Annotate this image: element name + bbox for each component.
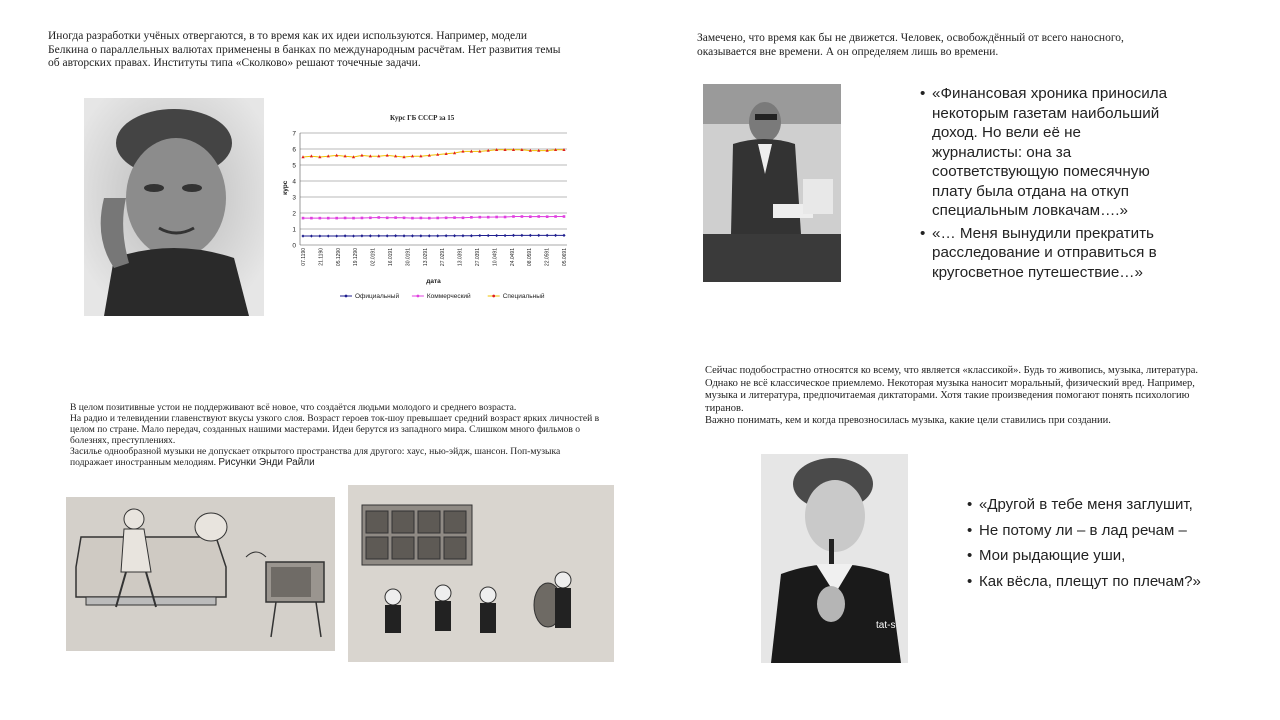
poem-line-text: Не потому ли – в лад речам – (979, 521, 1187, 539)
cartoon-orchestra-image (348, 485, 614, 662)
poem-line (967, 543, 1237, 569)
data-point (302, 217, 305, 220)
data-point (546, 234, 549, 237)
data-point (461, 234, 464, 237)
poem-line (967, 492, 1237, 518)
data-point (562, 234, 565, 237)
series-line (303, 235, 564, 236)
x-tick-label: 10.0491 (492, 248, 499, 267)
x-tick-label: 16.0191 (388, 248, 394, 267)
legend-label: Коммерческий (426, 293, 471, 300)
data-point (529, 215, 532, 218)
cartoon-tv-sofa-image (66, 497, 335, 651)
data-point (402, 234, 405, 237)
data-point (495, 234, 498, 237)
data-point (563, 215, 566, 218)
x-tick-label: 27.0291 (440, 248, 447, 267)
data-point (377, 216, 380, 219)
data-point (419, 234, 422, 237)
x-tick-label: 21.1190 (318, 248, 325, 266)
portrait-scientist-image (84, 98, 264, 316)
series-line (303, 150, 564, 157)
data-point (411, 234, 414, 237)
x-tick-label: 30.0191 (405, 248, 412, 267)
quote-item (920, 224, 1170, 283)
bullet-dot: • (967, 572, 973, 590)
poem-line-text: Как вёсла, плещут по плечам?» (979, 572, 1201, 590)
legend-marker (492, 295, 495, 298)
series-line (303, 217, 564, 219)
quote-text: «… Меня вынудили прекратить расследование и отправиться в кругосветное путешествие…» (932, 224, 1157, 281)
x-tick-label: 02.0191 (370, 248, 377, 267)
poem-line-text: «Другой в тебе меня заглушит, (979, 496, 1193, 513)
data-point (352, 234, 355, 237)
data-point (478, 234, 481, 237)
data-point (436, 217, 439, 220)
portrait-photo-scientist (84, 98, 264, 316)
data-point (520, 234, 523, 237)
data-point (327, 217, 330, 220)
data-point (521, 215, 524, 218)
data-point (453, 216, 456, 219)
data-point (487, 216, 490, 219)
paragraph-line (70, 446, 600, 468)
cartoon-tv-sofa (66, 497, 335, 651)
x-tick-label: 22.0591 (544, 248, 551, 267)
y-tick-label: 6 (292, 146, 296, 154)
x-tick-label: 19.1290 (353, 248, 360, 267)
x-tick-label: 05.1290 (335, 248, 342, 267)
x-tick-label: 05.0691 (562, 248, 568, 267)
y-tick-label: 7 (292, 130, 296, 138)
data-point (343, 234, 346, 237)
paragraph-line-text: Засилье однообразной музыки не допускает открытого пространства для другого: хаус, нью-эйдж, шансон. Поп-музыка подражает иностранным мелодиям. (70, 446, 561, 468)
data-point (512, 234, 515, 237)
data-point (335, 217, 338, 220)
data-point (394, 216, 397, 219)
paragraph-line: Однако не всё классическое приемлемо. Некоторая музыка наносит моральный, физический вред. Например, музыка и литература, предпочитаемая диктаторами. Хотя такие произведения помогают понять психологию тиранов. (705, 377, 1195, 414)
data-point (411, 217, 414, 220)
data-point (537, 234, 540, 237)
data-point (318, 234, 321, 237)
bullet-dot: • (967, 496, 973, 513)
data-point (503, 234, 506, 237)
bullet-dot: • (967, 521, 973, 539)
data-point (428, 217, 431, 220)
bullet-dot: • (967, 547, 973, 564)
data-point (335, 234, 338, 237)
data-point (529, 234, 532, 237)
legend-marker (417, 295, 420, 298)
data-point (369, 234, 372, 237)
exchange-rate-chart (270, 112, 580, 312)
paragraph-bottom-right (705, 365, 1205, 428)
data-point (428, 234, 431, 237)
x-tick-label: 07.1190 (301, 248, 307, 266)
data-point (344, 217, 347, 220)
data-point (310, 234, 313, 237)
data-point (554, 234, 557, 237)
data-point (386, 217, 389, 220)
data-point (377, 234, 380, 237)
quote-text: «Финансовая хроника приносила некоторым газетам наибольший доход. Но вели её не журналисты: она за соответствующую помесячную плату была отдана на откуп специальным ловкачам….» (932, 85, 1168, 219)
data-point (386, 234, 389, 237)
data-point (327, 234, 330, 237)
y-axis-label: курс (282, 180, 289, 195)
x-tick-label: 13.0291 (422, 248, 429, 267)
paragraph-top-left: Иногда разработки учёных отвергаются, в то время как их идеи используются. Например, модели Белкина о параллельных валютах применены в банках по международным расчётам. Нет развития темы об авторских правах. Институты типа «Сколково» решают точечные задачи. (48, 30, 561, 69)
data-point (369, 217, 372, 220)
x-tick-label: 24.0491 (509, 248, 516, 267)
paragraph-bottom-left (70, 402, 600, 468)
data-point (537, 215, 540, 218)
poem-line-text: Мои рыдающие уши, (979, 547, 1126, 564)
data-point (479, 216, 482, 219)
data-point (453, 234, 456, 237)
data-point (319, 217, 322, 220)
bullet-dot: • (920, 85, 926, 102)
paragraph-line: На радио и телевидении главенствуют вкусы узкого слоя. Возраст героев ток-шоу превышает средний возраст ярких личностей в целом по стране. Мало передач, созданных нашими мастерами. Идеи берутся из западного мира. Слишком много фильмов о болезнях, преступлениях. (70, 413, 600, 446)
chart-title: Курс ГБ СССР за 15 (390, 114, 455, 122)
paragraph-line: Сейчас подобострастно относятся ко всему, что является «классикой». Будь то живопись, музыка, литература. (705, 365, 1198, 376)
data-point (546, 215, 549, 218)
data-point (301, 234, 304, 237)
data-point (436, 234, 439, 237)
data-point (445, 217, 448, 220)
legend-label: Официальный (355, 293, 400, 300)
data-point (352, 217, 355, 220)
poem-line (967, 569, 1237, 595)
paragraph-line: Важно понимать, кем и когда превозносилась музыка, какие цели ставились при создании. (705, 415, 1111, 426)
x-tick-label: 27.0391 (475, 248, 481, 267)
quote-list-bottom (967, 492, 1237, 594)
cartoon-orchestra-speakers (348, 485, 614, 662)
data-point (420, 217, 423, 220)
data-point (470, 234, 473, 237)
man-with-pipe-image (703, 84, 841, 282)
data-point (445, 234, 448, 237)
photo-poet-with-pipe (761, 454, 908, 663)
data-point (310, 217, 313, 220)
data-point (470, 216, 473, 219)
data-point (504, 216, 507, 219)
y-tick-label: 3 (292, 194, 296, 202)
legend-label: Специальный (502, 293, 545, 300)
data-point (360, 234, 363, 237)
drawings-credit: Рисунки Энди Райли (218, 457, 315, 468)
x-axis-label: дата (426, 278, 441, 285)
data-point (394, 234, 397, 237)
paragraph-top-right: Замечено, что время как бы не движется. Человек, освобождённый от всего наносного, оказывается вне времени. А он определяем лишь во времени. (697, 32, 1124, 58)
data-point (403, 217, 406, 220)
x-tick-label: 08.0591 (527, 248, 534, 267)
paragraph-line: В целом позитивные устои не поддерживают всё новое, что создаётся людьми молодого и среднего возраста. (70, 402, 517, 413)
legend-marker (345, 295, 348, 298)
watermark-label: tat-s (876, 620, 896, 631)
x-tick-label: 13.0391 (457, 248, 464, 267)
photo-man-with-pipe (703, 84, 841, 282)
y-tick-label: 0 (292, 242, 296, 250)
poem-line (967, 518, 1237, 544)
y-tick-label: 2 (292, 210, 296, 218)
bullet-dot: • (920, 224, 926, 242)
data-point (554, 215, 557, 218)
y-tick-label: 5 (292, 162, 296, 170)
data-point (361, 217, 364, 220)
poet-portrait-image (761, 454, 908, 663)
data-point (487, 234, 490, 237)
data-point (512, 215, 515, 218)
data-point (495, 216, 498, 219)
quote-list-top (920, 84, 1170, 285)
chart-plot-area (270, 112, 580, 312)
y-tick-label: 4 (292, 178, 296, 186)
y-tick-label: 1 (292, 226, 296, 234)
quote-item (920, 84, 1170, 221)
data-point (462, 217, 465, 220)
